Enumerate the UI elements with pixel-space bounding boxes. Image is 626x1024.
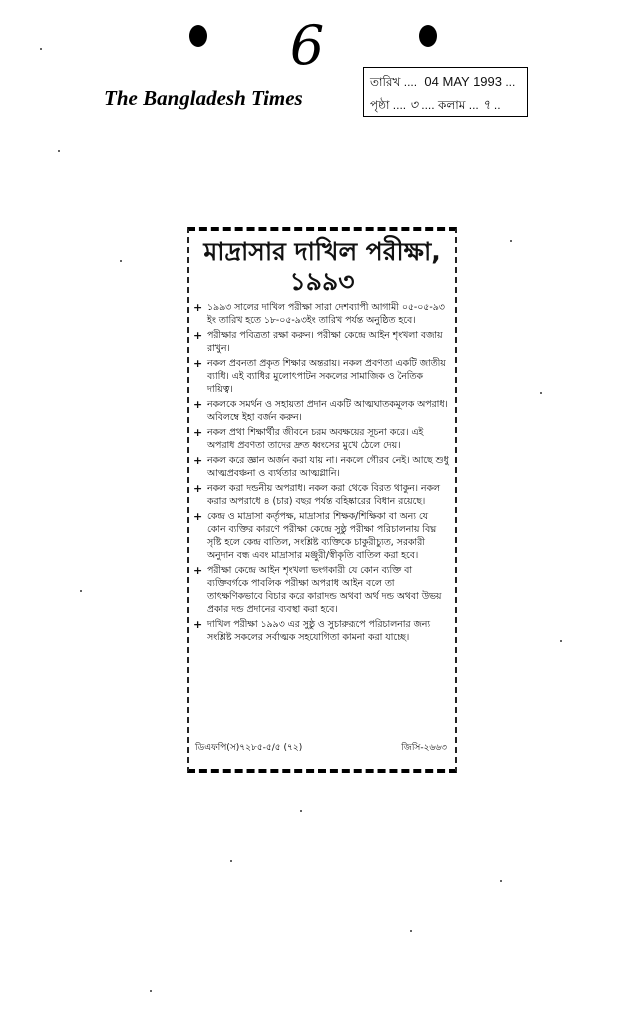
- stamp-date-row: তারিখ .... 04 MAY 1993 ...: [370, 74, 516, 89]
- stamp-date-value: 04 MAY 1993: [424, 74, 502, 89]
- list-item: + নকল করে জ্ঞান অর্জন করা যায় না। নকলে গৌরব নেই। আছে শুধু আত্মপ্রবঞ্চনা ও ব্যর্থতার আত্মগ্লানি।: [193, 454, 449, 479]
- plus-bullet-icon: +: [193, 329, 203, 342]
- plus-bullet-icon: +: [193, 618, 203, 631]
- plus-bullet-icon: +: [193, 482, 203, 495]
- list-item: + নকল প্রবনতা প্রকৃত শিক্ষার অন্তরায়। নকল প্রবণতা একটি জাতীয় ব্যাধি। এই ব্যাধির মুলোৎপাটন সকলের সামাজিক ও নৈতিক দায়িত্ব।: [193, 357, 446, 395]
- plus-bullet-icon: +: [193, 426, 203, 439]
- scan-speck: [560, 640, 562, 642]
- notice-list: [191, 301, 449, 646]
- stamp-column-value: ৭: [482, 98, 491, 113]
- clipping-title-line1: মাদ্রাসার দাখিল পরীক্ষা,: [203, 237, 441, 266]
- scan-speck: [120, 260, 122, 262]
- punch-hole-left: [189, 25, 207, 47]
- footer-gc-number: জিসি-২৬৬৩: [401, 743, 447, 753]
- punch-hole-right: [419, 25, 437, 47]
- handwritten-page-number: 6: [289, 14, 325, 77]
- scan-speck: [150, 990, 152, 992]
- clipping-title-line2: ১৯৯৩: [289, 267, 355, 296]
- list-item: + নকল প্রথা শিক্ষার্থীর জীবনে চরম অবক্ষয়ের সূচনা করে। এই অপরাধ প্রবণতা তাদের দ্রুত ধ্বংসের মুখে ঠেলে দেয়।: [193, 426, 424, 451]
- list-item: + ১৯৯৩ সালের দাখিল পরীক্ষা সারা দেশব্যাপী আগামী ০৫-০৫-৯৩ ইং তারিখ হতে ১৮-০৫-৯৩ইং তারিখ পর্যন্ত অনুষ্ঠিত হবে।: [193, 301, 445, 326]
- footer-reference-code: ডিএফপি(স)৭২৮৫-৫/৫ (৭২): [195, 743, 303, 753]
- newspaper-masthead: The Bangladesh Times: [104, 86, 303, 110]
- list-item: + দাখিল পরীক্ষা ১৯৯৩ এর সুষ্ঠু ও সুচারুরূপে পরিচালনার জন্য সংশ্লিষ্ট সকলের সর্বাত্মক সহযোগিতা কামনা করা যাচ্ছে।: [193, 618, 431, 643]
- stamp-page-label: পৃষ্ঠা: [370, 98, 390, 112]
- list-item: + নকল করা দন্ডনীয় অপরাধ। নকল করা থেকে বিরত থাকুন। নকল করার অপরাধে ৪ (চার) বছর পর্যন্ত বহিষ্কারের বিধান রয়েছে।: [193, 482, 440, 507]
- list-item: + কেন্দ্র ও মাদ্রাসা কর্তৃপক্ষ, মাদ্রাসার শিক্ষক/শিক্ষিকা বা অন্য যে কোন ব্যক্তির কারণে পরীক্ষা কেন্দ্রে সুষ্ঠু পরীক্ষা পরিচালনায় বিঘ্ন সৃষ্টি হলে কেন্দ্র বাতিল, সংশ্লিষ্ট ব্যক্তিকে চাকুরীচ্যুত, সরকারী অনুদান বন্ধ এবং মাদ্রাসার মঞ্জুরী/স্বীকৃতি বাতিল করা হবে।: [193, 510, 437, 561]
- stamp-page-row: পৃষ্ঠা .... ৩ .... কলাম ... ৭ ..: [370, 98, 501, 113]
- scan-speck: [80, 590, 82, 592]
- clipping-title: [199, 237, 445, 297]
- clipping-footer: [195, 740, 447, 755]
- scan-speck: [58, 150, 60, 152]
- plus-bullet-icon: +: [193, 510, 203, 523]
- list-item: + পরীক্ষার পবিত্রতা রক্ষা করুন। পরীক্ষা কেন্দ্রে আইন শৃংখলা বজায় রাখুন।: [193, 329, 443, 354]
- scan-speck: [40, 48, 42, 50]
- scan-speck: [500, 880, 502, 882]
- scan-speck: [540, 392, 542, 394]
- date-stamp: [363, 67, 528, 117]
- list-item: + পরীক্ষা কেন্দ্রে আইন শৃংখলা ভংগকারী যে কোন ব্যক্তি বা ব্যক্তিবর্গকে পাবলিক পরীক্ষা অপরাধ আইন বলে তা তাৎক্ষণিকভাবে বিচার করে কারাদন্ড অথবা অর্থ দন্ড অথবা উভয় প্রকার দন্ড প্রদানের ব্যবস্থা করা হবে।: [193, 564, 442, 615]
- plus-bullet-icon: +: [193, 454, 203, 467]
- list-item: + নকলকে সমর্থন ও সহায়তা প্রদান একটি আত্মঘাতকমূলক অপরাধ। অবিলম্বে ইহা বর্জন করুন।: [193, 398, 448, 423]
- newspaper-clipping: [187, 227, 457, 773]
- stamp-page-value: ৩: [409, 98, 418, 113]
- plus-bullet-icon: +: [193, 357, 203, 370]
- stamp-date-label: তারিখ: [370, 75, 401, 89]
- scan-speck: [300, 810, 302, 812]
- plus-bullet-icon: +: [193, 301, 203, 314]
- plus-bullet-icon: +: [193, 398, 203, 411]
- plus-bullet-icon: +: [193, 564, 203, 577]
- stamp-column-label: কলাম: [437, 98, 466, 112]
- scan-speck: [410, 930, 412, 932]
- scan-speck: [510, 240, 512, 242]
- scan-speck: [230, 860, 232, 862]
